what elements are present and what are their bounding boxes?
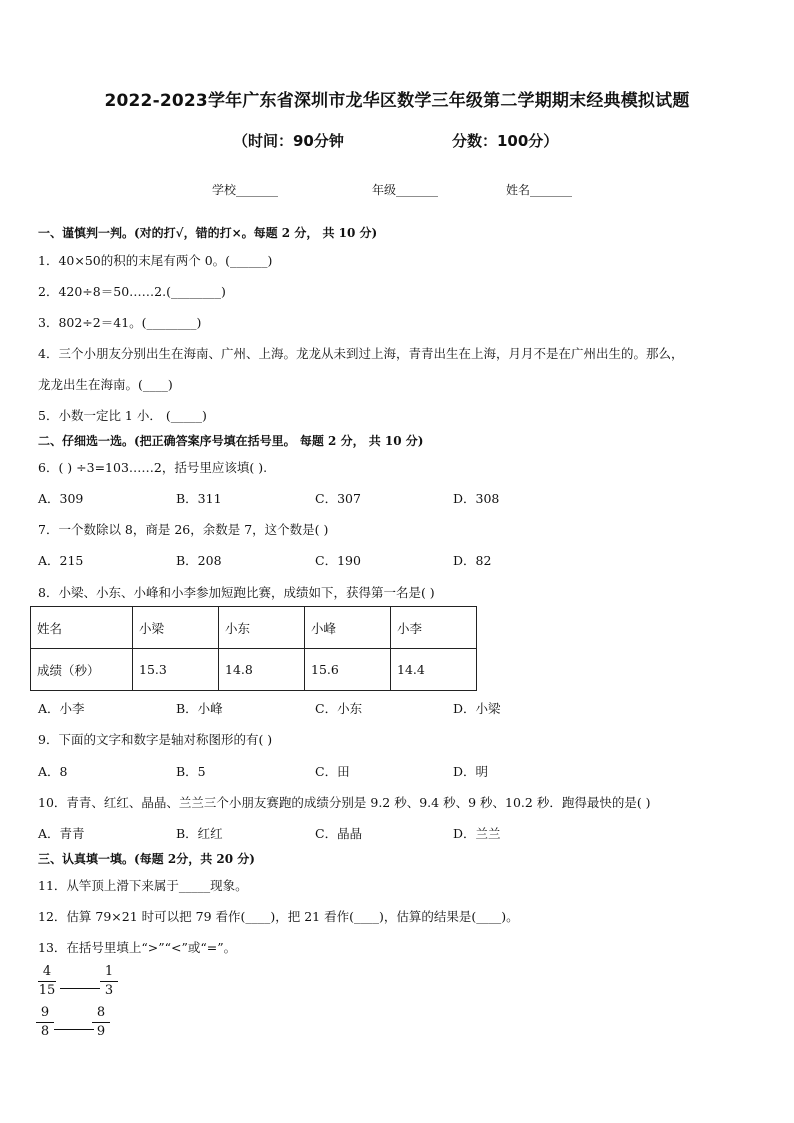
question-10-option-a: A．青青 [38, 826, 85, 841]
table-cell: 成绩（秒） [31, 649, 133, 691]
question-9: 9．下面的文字和数字是轴对称图形的有( ) [38, 732, 273, 747]
fraction-numerator: 1 [104, 964, 114, 979]
section-heading-2: 二、仔细选一选。(把正确答案序号填在括号里。 每题 2 分， 共 10 分) [38, 434, 424, 448]
question-9-option-d: D．明 [453, 764, 489, 779]
answer-blank [54, 1029, 94, 1030]
question-11: 11．从竿顶上滑下来属于_____现象。 [38, 878, 248, 893]
grade-field: 年级_______ [372, 183, 439, 197]
question-8-option-a: A．小李 [38, 701, 85, 716]
question-13: 13．在括号里填上“>”“<”或“=”。 [38, 940, 237, 955]
question-4-line-2: 龙龙出生在海南。(____) [38, 377, 173, 392]
question-12: 12．估算 79×21 时可以把 79 看作(____)，把 21 看作(____)，估算的结果是(____)。 [38, 909, 519, 924]
fraction-1-3 [100, 964, 118, 999]
exam-score: 分数：100分） [452, 132, 559, 150]
section-heading-1: 一、谨慎判一判。(对的打√，错的打×。每题 2 分， 共 10 分) [38, 226, 378, 240]
question-10-option-b: B．红红 [176, 826, 223, 841]
question-3: 3．802÷2＝41。(________) [38, 315, 202, 330]
question-1: 1．40×50的积的末尾有两个 0。(______) [38, 253, 273, 268]
question-7-option-d: D．82 [453, 553, 492, 568]
question-5: 5．小数一定比 1 小． (_____) [38, 408, 207, 423]
question-7-option-b: B．208 [176, 553, 222, 568]
table-row [31, 607, 477, 649]
table-cell: 小李 [391, 607, 477, 649]
question-10-option-c: C．晶晶 [315, 826, 363, 841]
question-8-option-c: C．小东 [315, 701, 363, 716]
fraction-9-8 [36, 1005, 54, 1040]
section-heading-3: 三、认真填一填。(每题 2分，共 20 分) [38, 852, 255, 866]
question-7: 7．一个数除以 8，商是 26，余数是 7，这个数是( ) [38, 522, 329, 537]
question-8-option-d: D．小梁 [453, 701, 501, 716]
question-9-option-c: C．田 [315, 764, 350, 779]
question-6-option-d: D．308 [453, 491, 500, 506]
school-field: 学校_______ [212, 183, 279, 197]
question-8-option-b: B．小峰 [176, 701, 223, 716]
question-6-option-c: C．307 [315, 491, 361, 506]
fraction-denominator: 15 [38, 983, 56, 998]
table-cell: 小峰 [305, 607, 391, 649]
name-field: 姓名_______ [506, 183, 573, 197]
question-9-option-b: B．5 [176, 764, 206, 779]
fraction-numerator: 9 [40, 1005, 50, 1020]
table-cell: 14.4 [391, 649, 477, 691]
question-7-option-a: A．215 [38, 553, 84, 568]
table-cell: 小东 [219, 607, 305, 649]
table-cell: 15.6 [305, 649, 391, 691]
question-6-option-a: A．309 [38, 491, 84, 506]
answer-blank [60, 988, 100, 989]
table-cell: 小梁 [133, 607, 219, 649]
fraction-8-9 [92, 1005, 110, 1040]
fraction-denominator: 9 [96, 1024, 106, 1039]
question-10-option-d: D．兰兰 [453, 826, 501, 841]
exam-title: 2022-2023学年广东省深圳市龙华区数学三年级第二学期期末经典模拟试题 [104, 91, 690, 111]
question-2: 2．420÷8＝50……2.(________) [38, 284, 226, 299]
fraction-numerator: 8 [96, 1005, 106, 1020]
question-4-line-1: 4．三个小朋友分别出生在海南、广州、上海。龙龙从未到过上海，青青出生在上海，月月不是在广州出生的。那么， [38, 346, 684, 361]
table-row [31, 649, 477, 691]
question-8: 8．小梁、小东、小峰和小李参加短跑比赛，成绩如下，获得第一名是( ) [38, 585, 435, 600]
fraction-denominator: 3 [104, 983, 114, 998]
exam-time: （时间：90分钟 [233, 132, 344, 150]
table-cell: 14.8 [219, 649, 305, 691]
fraction-numerator: 4 [42, 964, 52, 979]
table-cell: 15.3 [133, 649, 219, 691]
race-results-table [30, 606, 477, 691]
table-cell: 姓名 [31, 607, 133, 649]
question-6: 6．( ) ÷3=103……2，括号里应该填( ). [38, 460, 268, 475]
question-10: 10．青青、红红、晶晶、兰兰三个小朋友赛跑的成绩分别是 9.2 秒、9.4 秒、9 秒、10.2 秒．跑得最快的是( ) [38, 795, 651, 810]
fraction-denominator: 8 [40, 1024, 50, 1039]
question-7-option-c: C．190 [315, 553, 361, 568]
question-6-option-b: B．311 [176, 491, 222, 506]
fraction-4-15 [38, 964, 56, 999]
question-9-option-a: A．8 [38, 764, 68, 779]
